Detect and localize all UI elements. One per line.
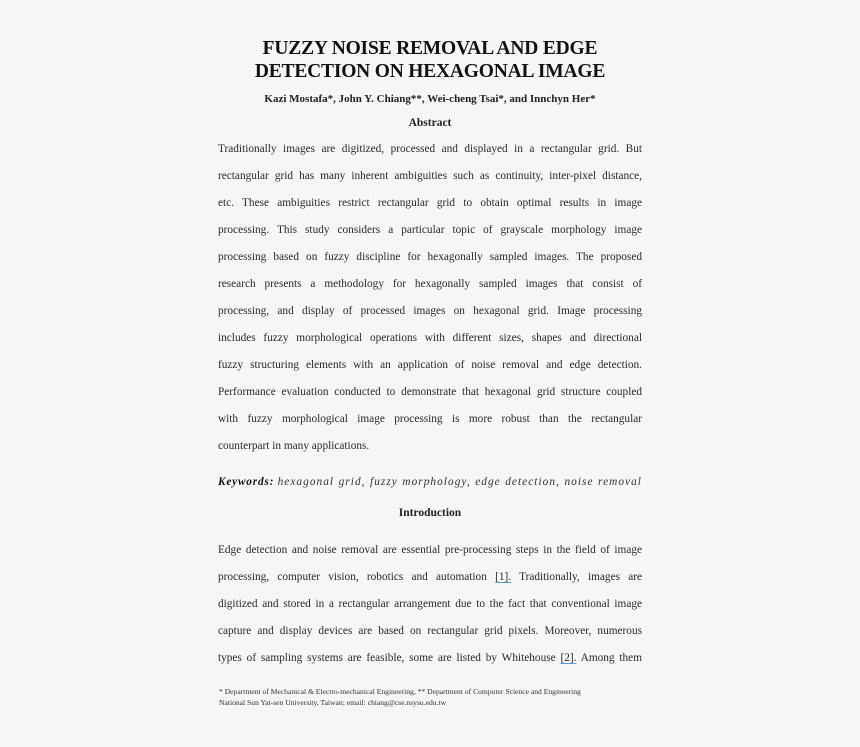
abstract-line: Traditionally images are digitized, processed and displayed in a rectangular grid. But — [218, 143, 642, 155]
abstract-line: rectangular grid has many inherent ambiguities such as continuity, inter-pixel distance, — [218, 170, 642, 182]
abstract-line: Performance evaluation conducted to demonstrate that hexagonal grid structure coupled — [218, 386, 642, 398]
intro-line: capture and display devices are based on rectangular grid pixels. Moreover, numerous — [218, 625, 642, 637]
abstract-line: includes fuzzy morphological operations with different sizes, shapes and directional — [218, 332, 642, 344]
citation-link-1[interactable]: [1]. — [495, 571, 512, 583]
keywords-label: Keywords: — [218, 476, 275, 488]
intro-line: Edge detection and noise removal are essential pre-processing steps in the field of image — [218, 544, 642, 556]
intro-line — [218, 569, 642, 596]
keywords-line — [218, 476, 642, 488]
intro-text: Among them — [576, 652, 642, 664]
abstract-line: processing. This study considers a particular topic of grayscale morphology image — [218, 224, 642, 236]
footnote-line: * Department of Mechanical & Electro-mechanical Engineering, ** Department of Computer Science and Engineering — [219, 687, 581, 696]
intro-text: Traditionally, images are — [511, 571, 642, 583]
footnote-line: National Sun Yat-sen University, Taiwan; email: chiang@cse.nsysu.edu.tw — [219, 698, 447, 707]
abstract-line: fuzzy structuring elements with an application of noise removal and edge detection. — [218, 359, 642, 371]
citation-link-2[interactable]: [2]. — [560, 652, 577, 664]
abstract-line: counterpart in many applications. — [218, 440, 370, 452]
introduction-heading: Introduction — [398, 507, 462, 519]
abstract-body — [218, 141, 642, 465]
abstract-line: processing, and display of processed images on hexagonal grid. Image processing — [218, 305, 642, 317]
affiliation-footnote — [219, 686, 649, 708]
abstract-heading: Abstract — [408, 117, 452, 129]
intro-line: digitized and stored in a rectangular arrangement due to the fact that conventional image — [218, 598, 642, 610]
intro-text: processing, computer vision, robotics and automation — [218, 571, 496, 583]
title-line: FUZZY NOISE REMOVAL AND EDGE — [262, 38, 598, 59]
abstract-line: processing based on fuzzy discipline for hexagonally sampled images. The proposed — [218, 251, 642, 263]
keywords-list: hexagonal grid, fuzzy morphology, edge detection, noise removal — [277, 476, 642, 488]
author-list: Kazi Mostafa*, John Y. Chiang**, Wei-cheng Tsai*, and Innchyn Her* — [264, 93, 596, 105]
abstract-line: etc. These ambiguities restrict rectangular grid to obtain optimal results in image — [218, 197, 642, 209]
intro-line — [218, 650, 642, 677]
abstract-line: research presents a methodology for hexagonally sampled images that consist of — [218, 278, 642, 290]
title-line: DETECTION ON HEXAGONAL IMAGE — [254, 61, 606, 82]
paper-title — [0, 37, 860, 83]
intro-text: types of sampling systems are feasible, some are listed by Whitehouse — [218, 652, 561, 664]
introduction-body — [218, 542, 642, 677]
abstract-line: with fuzzy morphological image processing is more robust than the rectangular — [218, 413, 642, 425]
